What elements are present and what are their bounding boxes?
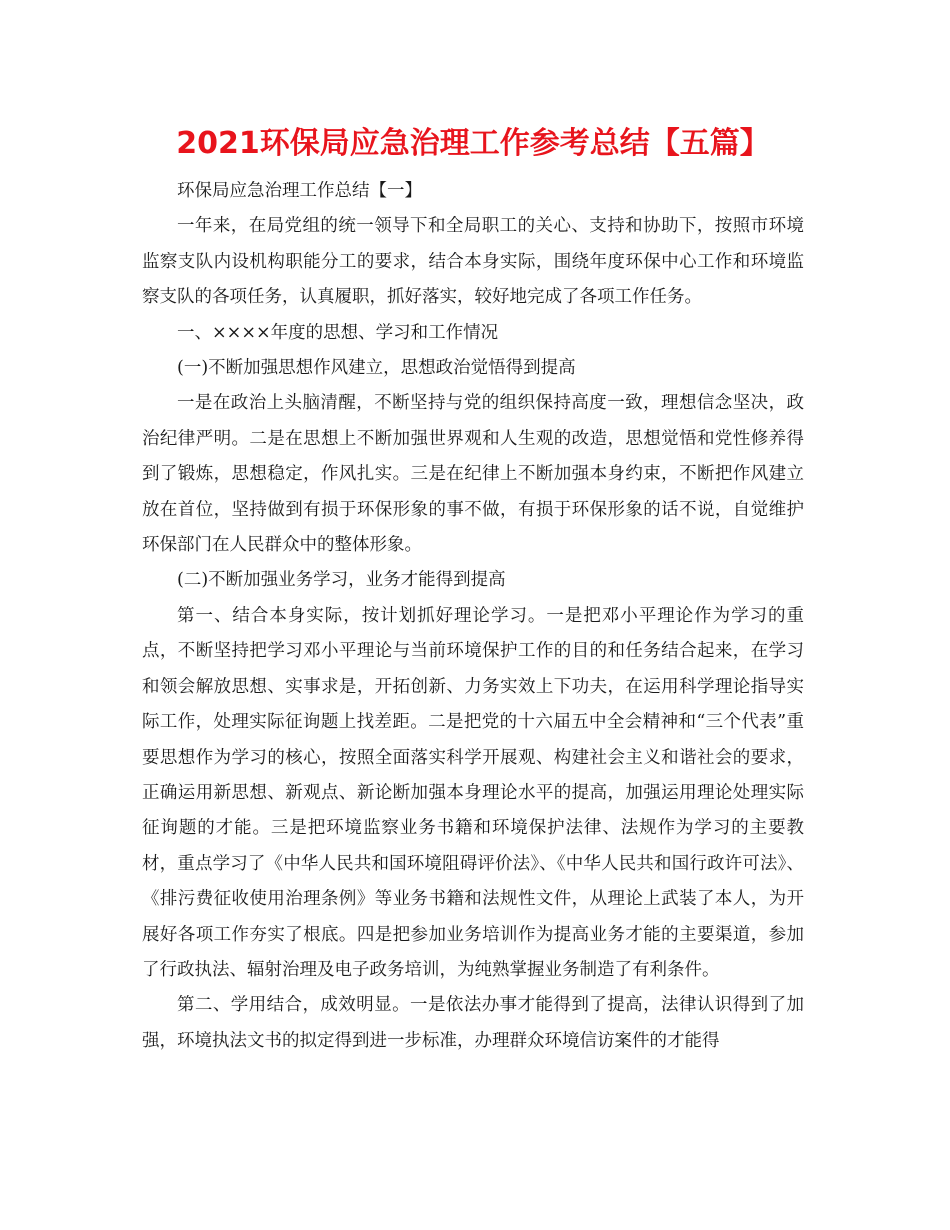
- paragraph-study: 第一、结合本身实际，按计划抓好理论学习。一是把邓小平理论作为学习的重点，不断坚持把学习邓小平理论与当前环境保护工作的目的和任务结合起来，在学习和领会解放思想、实事求是，开拓创新、力务实效上下功夫，在运用科学理论指导实际工作，处理实际征询题上找差距。二是把党的十六届五中全会精神和“三个代表”重要思想作为学习的核心，按照全面落实科学开展观、构建社会主义和谐社会的要求，正确运用新思想、新观点、新论断加强本身理论水平的提高，加强运用理论处理实际征询题的才能。三是把环境监察业务书籍和环境保护法律、法规作为学习的主要教材，重点学习了《中华人民共和国环境阻碍评价法》、《中华人民共和国行政许可法》、《排污费征收使用治理条例》等业务书籍和法规性文件，从理论上武装了本人，为开展好各项工作夯实了根底。四是把参加业务培训作为提高业务才能的主要渠道，参加了行政执法、辐射治理及电子政务培训，为纯熟掌握业务制造了有利条件。: [142, 605, 804, 980]
- document-body: [142, 174, 804, 1059]
- paragraph-practice: 第二、学用结合，成效明显。一是依法办事才能得到了提高，法律认识得到了加强，环境执法文书的拟定得到进一步标准，办理群众环境信访案件的才能得: [142, 995, 804, 1051]
- paragraph-subheading-2: (二)不断加强业务学习，业务才能得到提高: [177, 570, 506, 591]
- paragraph-heading-1: 一、××××年度的思想、学习和工作情况: [177, 322, 499, 343]
- paragraph-section-heading: 环保局应急治理工作总结【一】: [177, 181, 422, 201]
- paragraph-intro: 一年来，在局党组的统一领导下和全局职工的关心、支持和协助下，按照市环境监察支队内设机构职能分工的要求，结合本身实际，围绕年度环保中心工作和环境监察支队的各项任务，认真履职，抓好落实，较好地完成了各项工作任务。: [142, 216, 804, 308]
- document-title: 2021环保局应急治理工作参考总结【五篇】: [176, 126, 770, 161]
- paragraph-political: 一是在政治上头脑清醒，不断坚持与党的组织保持高度一致，理想信念坚决，政治纪律严明。二是在思想上不断加强世界观和人生观的改造，思想觉悟和党性修养得到了锻炼，思想稳定，作风扎实。三是在纪律上不断加强本身约束，不断把作风建立放在首位，坚持做到有损于环保形象的事不做，有损于环保形象的话不说，自觉维护环保部门在人民群众中的整体形象。: [142, 393, 804, 556]
- paragraph-subheading-1: (一)不断加强思想作风建立，思想政治觉悟得到提高: [177, 358, 576, 379]
